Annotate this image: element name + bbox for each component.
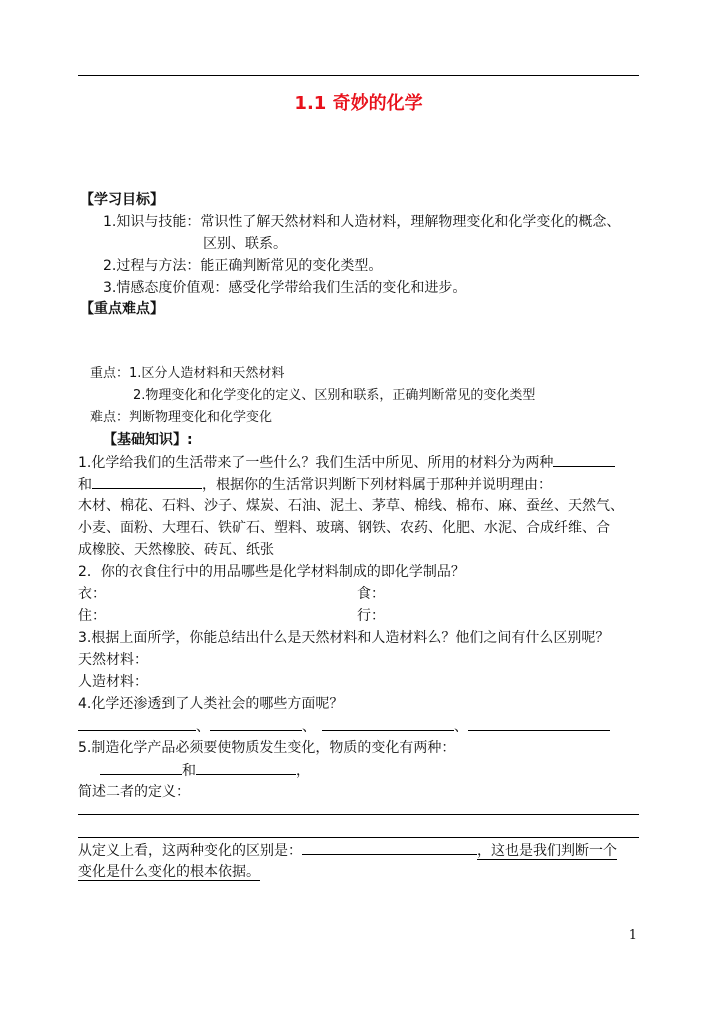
- objective-3: 3.情感态度价值观：感受化学带给我们生活的变化和进步。: [103, 280, 467, 296]
- answer-blank[interactable]: [196, 760, 296, 775]
- answer-line[interactable]: [78, 814, 639, 815]
- label-live: 住：: [78, 608, 106, 624]
- focus-1: 重点：1.区分人造材料和天然材料: [90, 366, 285, 381]
- focus-2: 2.物理变化和化学变化的定义、区别和联系，正确判断常见的变化类型: [133, 388, 536, 403]
- question-1-text: 1.化学给我们的生活带来了一些什么？我们生活中所见、所用的材料分为两种: [78, 455, 554, 471]
- conclusion-text: 从定义上看，这两种变化的区别是：: [78, 843, 302, 859]
- page-title: 1.1 奇妙的化学: [294, 93, 423, 114]
- question-1-text: ，根据你的生活常识判断下列材料属于那种并说明理由：: [202, 477, 552, 493]
- define-prompt: 简述二者的定义：: [78, 784, 190, 800]
- answer-blank[interactable]: [553, 452, 615, 467]
- conclusion-line1: [78, 840, 617, 861]
- label-food: 食：: [357, 586, 385, 602]
- answer-blank[interactable]: [92, 474, 202, 489]
- page-number: 1: [628, 928, 637, 943]
- key-points-heading: 【重点难点】: [80, 301, 164, 317]
- separator: 、: [302, 719, 316, 735]
- answer-blank[interactable]: [100, 760, 182, 775]
- label-artificial: 人造材料：: [78, 674, 148, 690]
- basics-heading: 【基础知识】:: [103, 432, 193, 448]
- answer-blank[interactable]: [302, 840, 477, 855]
- header-rule: [78, 75, 639, 76]
- label-travel: 行：: [357, 608, 385, 624]
- comma-text: ，: [296, 763, 310, 779]
- question-4-blanks: [78, 716, 610, 737]
- question-5-blanks: [100, 760, 310, 781]
- materials-line1: 木材、棉花、石料、沙子、煤炭、石油、泥土、茅草、棉线、棉布、麻、蚕丝、天然气、: [78, 498, 624, 514]
- separator: 、: [196, 719, 210, 735]
- conclusion-text-underlined: 变化是什么变化的根本依据。: [78, 864, 260, 880]
- question-1-line2: [78, 474, 552, 495]
- objective-2: 2.过程与方法：能正确判断常见的变化类型。: [103, 258, 383, 274]
- and-text: 和: [182, 763, 196, 779]
- conclusion-line2: [78, 862, 260, 882]
- objective-1-line1: 1.知识与技能：常识性了解天然材料和人造材料，理解物理变化和化学变化的概念、: [103, 214, 621, 230]
- answer-blank[interactable]: [78, 716, 196, 731]
- difficulty: 难点：判断物理变化和化学变化: [90, 410, 273, 425]
- answer-blank[interactable]: [322, 716, 454, 731]
- separator: 、: [454, 719, 468, 735]
- question-1-line1: [78, 452, 615, 473]
- label-natural: 天然材料：: [78, 652, 148, 668]
- conclusion-text-underlined: ，这也是我们判断一个: [477, 843, 617, 859]
- objective-1-line2: 区别、联系。: [203, 236, 287, 252]
- question-2: 2．你的衣食住行中的用品哪些是化学材料制成的即化学制品？: [78, 564, 465, 580]
- materials-line3: 成橡胶、天然橡胶、砖瓦、纸张: [78, 542, 274, 558]
- answer-blank[interactable]: [468, 716, 610, 731]
- label-cloth: 衣：: [78, 586, 106, 602]
- answer-line[interactable]: [78, 837, 639, 838]
- question-3: 3.根据上面所学，你能总结出什么是天然材料和人造材料么？他们之间有什么区别呢？: [78, 630, 610, 646]
- question-4: 4.化学还渗透到了人类社会的哪些方面呢？: [78, 696, 344, 712]
- materials-line2: 小麦、面粉、大理石、铁矿石、塑料、玻璃、钢铁、农药、化肥、水泥、合成纤维、合: [78, 520, 610, 536]
- objectives-heading: 【学习目标】: [80, 192, 164, 208]
- and-text: 和: [78, 477, 92, 493]
- answer-blank[interactable]: [210, 716, 302, 731]
- question-5: 5.制造化学产品必须要使物质发生变化，物质的变化有两种：: [78, 740, 456, 756]
